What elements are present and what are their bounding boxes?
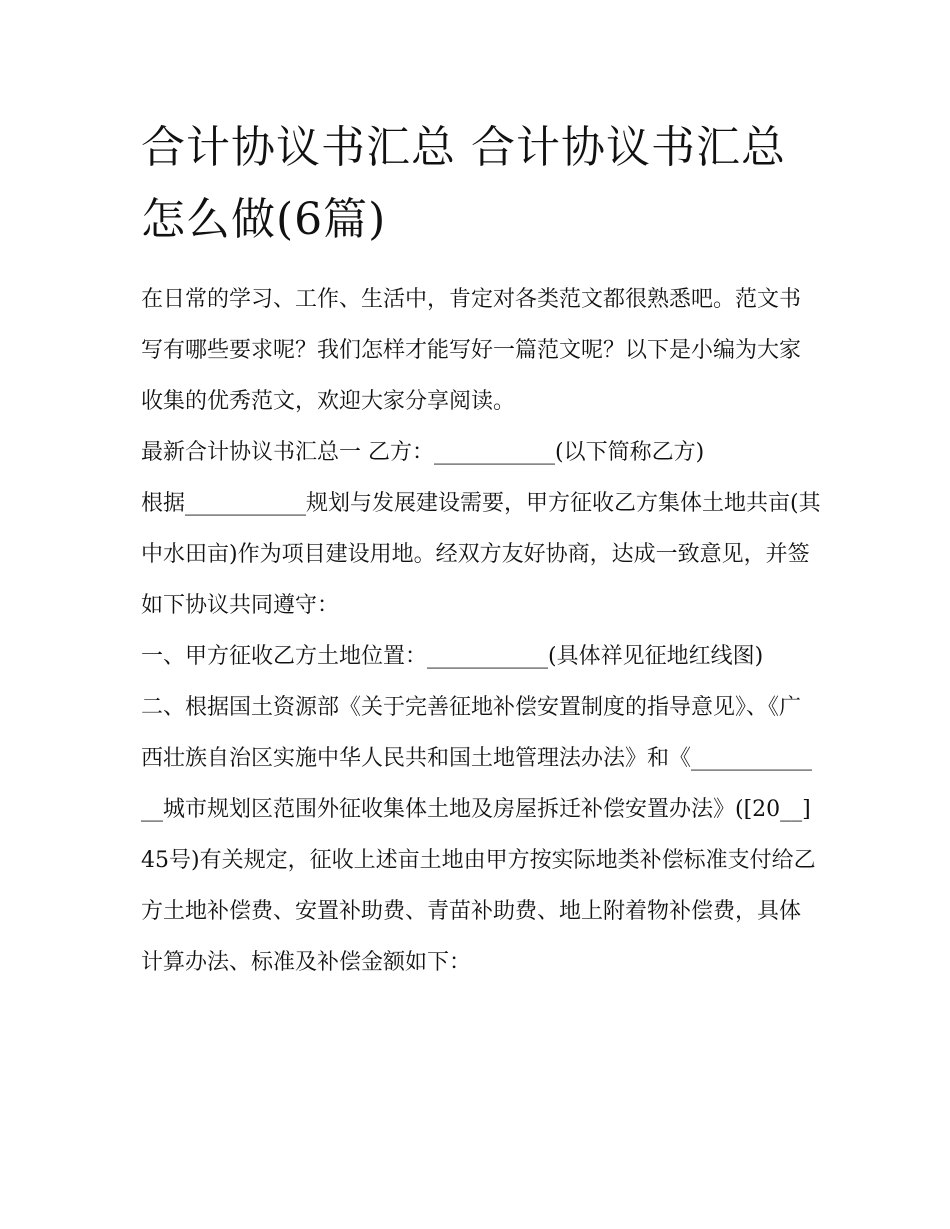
document-body [141, 112, 821, 988]
intro-paragraph: 在日常的学习、工作、生活中，肯定对各类范文都很熟悉吧。范文书写有哪些要求呢？我们怎样才能写好一篇范文呢？以下是小编为大家收集的优秀范文，欢迎大家分享阅读。 [141, 287, 802, 414]
clause-two-paragraph: 二、根据国土资源部《关于完善征地补偿安置制度的指导意见》、《广西壮族自治区实施中华人民共和国土地管理法办法》和《_____________城市规划区范围外征收集体土地及房屋拆迁补偿安置办法》([20__]45号)有关规定，征收上述亩土地由甲方按实际地类补偿标准支付给乙方土地补偿费、安置补助费、青苗补助费、地上附着物补偿费，具体计算办法、标准及补偿金额如下： [141, 695, 816, 975]
land-requisition-paragraph: 根据___________规划与发展建设需要，甲方征收乙方集体土地共亩(其中水田亩)作为项目建设用地。经双方友好协商，达成一致意见，并签如下协议共同遵守： [141, 491, 821, 618]
agreement-heading-paragraph: 最新合计协议书汇总一 乙方：___________(以下简称乙方) [141, 440, 705, 465]
document-title: 合计协议书汇总 合计协议书汇总怎么做(6篇) [141, 122, 786, 245]
clause-one-paragraph: 一、甲方征收乙方土地位置：___________(具体祥见征地红线图) [141, 644, 764, 669]
